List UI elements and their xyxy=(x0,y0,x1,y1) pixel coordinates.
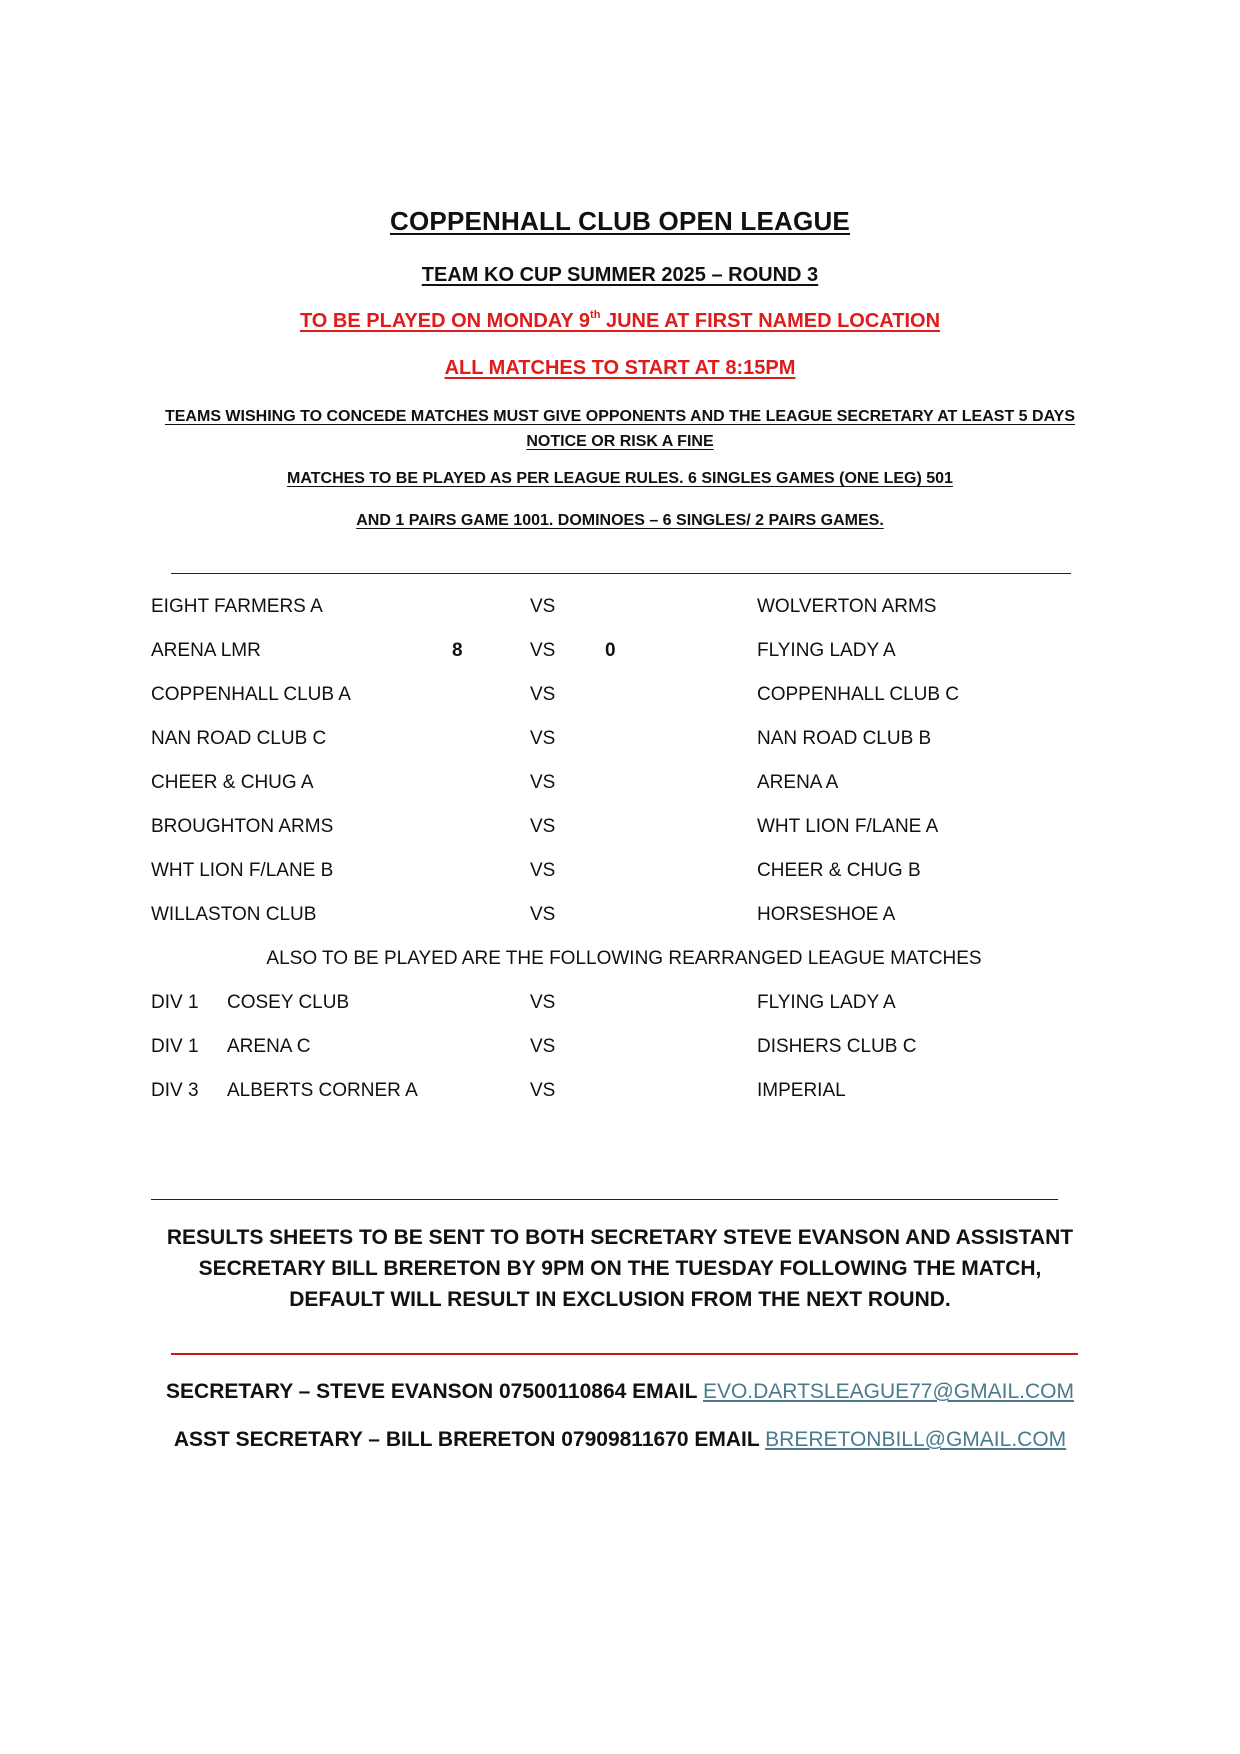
away-team: COPPENHALL CLUB C xyxy=(757,684,960,705)
away-team: DISHERS CLUB C xyxy=(757,1036,917,1057)
assistant-secretary-contact xyxy=(150,1428,1090,1452)
secretary-contact-text: SECRETARY – STEVE EVANSON 07500110864 EMAIL xyxy=(166,1380,703,1403)
play-date-pre: TO BE PLAYED ON MONDAY 9 xyxy=(299,310,591,332)
secretary-contact xyxy=(150,1380,1090,1404)
home-team: NAN ROAD CLUB C xyxy=(151,728,327,749)
versus-label: VS xyxy=(530,860,556,881)
play-date-post: JUNE AT FIRST NAMED LOCATION xyxy=(600,310,941,332)
match-rules-line-2 xyxy=(150,512,1090,530)
match-rules-text-1: MATCHES TO BE PLAYED AS PER LEAGUE RULES. 6 SINGLES GAMES (ONE LEG) 501 xyxy=(287,470,953,487)
results-notice: RESULTS SHEETS TO BE SENT TO BOTH SECRETARY STEVE EVANSON AND ASSISTANT SECRETARY BILL BRERETON BY 9PM ON THE TUESDAY FOLLOWING THE MATCH, DEFAULT WILL RESULT IN EXCLUSION FROM THE NEXT ROUND. xyxy=(166,1226,1074,1311)
rearranged-row xyxy=(0,992,1240,1036)
home-team: CHEER & CHUG A xyxy=(151,772,314,793)
fixture-row xyxy=(0,816,1240,860)
versus-label: VS xyxy=(530,1036,556,1057)
away-team: HORSESHOE A xyxy=(757,904,896,925)
start-time-notice xyxy=(150,357,1090,380)
division-label: DIV 1 xyxy=(151,1036,199,1057)
assistant-email-link[interactable]: BRERETONBILL@GMAIL.COM xyxy=(765,1428,1067,1451)
home-team: WILLASTON CLUB xyxy=(151,904,317,925)
home-team: ARENA LMR xyxy=(151,640,261,661)
division-label: DIV 1 xyxy=(151,992,199,1013)
play-date-sup: th xyxy=(590,309,601,321)
league-title xyxy=(150,206,1090,237)
versus-label: VS xyxy=(530,640,556,661)
versus-label: VS xyxy=(530,992,556,1013)
fixture-row xyxy=(0,640,1240,684)
fixtures-list xyxy=(0,596,1240,1124)
divider-red xyxy=(171,1353,1078,1355)
rearranged-row xyxy=(0,1036,1240,1080)
home-team: COPPENHALL CLUB A xyxy=(151,684,351,705)
home-team: EIGHT FARMERS A xyxy=(151,596,323,617)
fixture-row xyxy=(0,904,1240,948)
fixture-row xyxy=(0,684,1240,728)
rearranged-note-text: ALSO TO BE PLAYED ARE THE FOLLOWING REARRANGED LEAGUE MATCHES xyxy=(266,948,982,969)
fixture-row xyxy=(0,728,1240,772)
rearranged-note xyxy=(0,948,1240,992)
assistant-contact-text: ASST SECRETARY – BILL BRERETON 07909811670 EMAIL xyxy=(173,1428,766,1451)
versus-label: VS xyxy=(530,1080,556,1101)
division-label: DIV 3 xyxy=(151,1080,199,1101)
cup-round-text: TEAM KO CUP SUMMER 2025 – ROUND 3 xyxy=(421,264,819,286)
fixture-row xyxy=(0,596,1240,640)
versus-label: VS xyxy=(530,596,556,617)
league-title-text: COPPENHALL CLUB OPEN LEAGUE xyxy=(390,206,850,236)
away-team: IMPERIAL xyxy=(757,1080,846,1101)
concede-notice-text: TEAMS WISHING TO CONCEDE MATCHES MUST GIVE OPPONENTS AND THE LEAGUE SECRETARY AT LEAST 5 DAYS NOTICE OR RISK A FINE xyxy=(164,408,1075,450)
versus-label: VS xyxy=(530,728,556,749)
divider-middle xyxy=(151,1199,1058,1200)
start-time-text: ALL MATCHES TO START AT 8:15PM xyxy=(444,357,796,379)
away-team: ARENA A xyxy=(757,772,839,793)
away-team: FLYING LADY A xyxy=(757,992,896,1013)
concede-notice xyxy=(160,404,1080,454)
versus-label: VS xyxy=(530,684,556,705)
secretary-email-link[interactable]: EVO.DARTSLEAGUE77@GMAIL.COM xyxy=(702,1380,1074,1403)
away-score: 0 xyxy=(605,640,616,661)
divider-top xyxy=(171,573,1071,574)
away-team: WHT LION F/LANE A xyxy=(757,816,939,837)
home-team: ARENA C xyxy=(227,1036,311,1057)
versus-label: VS xyxy=(530,816,556,837)
home-score: 8 xyxy=(452,640,463,661)
home-team: COSEY CLUB xyxy=(227,992,350,1013)
away-team: FLYING LADY A xyxy=(757,640,896,661)
rearranged-row xyxy=(0,1080,1240,1124)
away-team: CHEER & CHUG B xyxy=(757,860,921,881)
home-team: ALBERTS CORNER A xyxy=(227,1080,418,1101)
home-team: WHT LION F/LANE B xyxy=(151,860,334,881)
cup-round-subtitle xyxy=(150,264,1090,287)
home-team: BROUGHTON ARMS xyxy=(151,816,334,837)
play-date-notice xyxy=(150,310,1090,333)
away-team: WOLVERTON ARMS xyxy=(757,596,937,617)
match-rules-text-2: AND 1 PAIRS GAME 1001. DOMINOES – 6 SINGLES/ 2 PAIRS GAMES. xyxy=(356,512,884,529)
fixture-row xyxy=(0,860,1240,904)
away-team: NAN ROAD CLUB B xyxy=(757,728,932,749)
match-rules-line-1 xyxy=(150,470,1090,488)
versus-label: VS xyxy=(530,772,556,793)
fixture-row xyxy=(0,772,1240,816)
play-date-text xyxy=(300,310,940,332)
versus-label: VS xyxy=(530,904,556,925)
